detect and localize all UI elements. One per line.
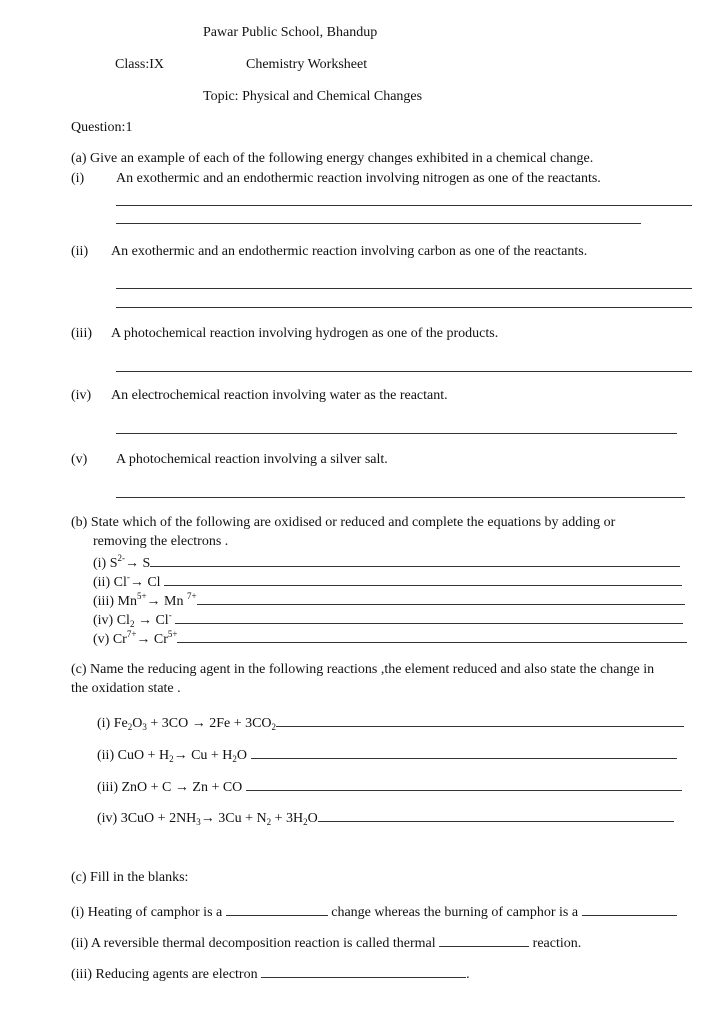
- reaction-row: (iv) $3CuO + 2NH_3\to 3Cu + N_2 + 3H_2O$: [97, 808, 674, 827]
- part-b-intro: removing the electrons .: [93, 534, 229, 549]
- equation-row: (iii) $Mn^{5+}\to Mn$ $^{7+}$: [93, 591, 695, 610]
- equation-row: (i) $S^{2-}\to S$: [93, 553, 687, 572]
- answer-blank[interactable]: [318, 808, 674, 822]
- answer-blank[interactable]: [261, 964, 466, 978]
- answer-blank[interactable]: [197, 591, 685, 605]
- fill-heading: (c) Fill in the blanks:: [71, 870, 189, 885]
- item-text: An exothermic and an endothermic reaction involving carbon as one of the reactants.: [111, 244, 588, 259]
- fill-row: (ii) A reversible thermal decomposition reaction is called thermal reaction.: [71, 933, 581, 952]
- answer-blank[interactable]: [251, 745, 677, 759]
- equation-row: (ii) Cl-→ Cl: [93, 572, 687, 591]
- answer-line[interactable]: [116, 223, 641, 224]
- item-number: (ii): [71, 244, 89, 259]
- answer-line[interactable]: [116, 497, 685, 498]
- equation-row: (v) $Cr^{7+}\to Cr^{5+}$: [93, 629, 695, 648]
- item-number: (v): [71, 452, 88, 467]
- answer-line[interactable]: [116, 288, 692, 289]
- answer-line[interactable]: [116, 205, 692, 206]
- equation-row: (iv) $Cl_2 \to Cl^-$: [93, 610, 691, 629]
- answer-line[interactable]: [116, 433, 677, 434]
- item-number: (i): [71, 171, 85, 186]
- part-c-intro: the oxidation state .: [71, 681, 181, 696]
- item-text: A photochemical reaction involving hydrogen as one of the products.: [111, 326, 499, 341]
- reaction-row: (ii) CuO + $H_2\to Cu + H_2O$: [97, 745, 677, 764]
- item-number: (iii): [71, 326, 92, 341]
- item-text: An exothermic and an endothermic reaction involving nitrogen as one of the reactants.: [116, 171, 601, 186]
- school-name: Pawar Public School, Bhandup: [203, 25, 378, 40]
- question-label: Question:1: [71, 120, 133, 135]
- answer-blank[interactable]: [439, 933, 529, 947]
- part-a-intro: (a) Give an example of each of the following energy changes exhibited in a chemical change.: [71, 151, 594, 166]
- fill-row: (iii) Reducing agents are electron .: [71, 964, 470, 983]
- subject-title: Chemistry Worksheet: [246, 57, 368, 72]
- answer-line[interactable]: [116, 307, 692, 308]
- reaction-row: (iii) ZnO + C → Zn + CO: [97, 777, 682, 796]
- answer-line[interactable]: [116, 371, 692, 372]
- answer-blank[interactable]: [150, 553, 680, 567]
- item-number: (iv): [71, 388, 92, 403]
- answer-blank[interactable]: [226, 902, 328, 916]
- answer-blank[interactable]: [582, 902, 677, 916]
- answer-blank[interactable]: [175, 610, 683, 624]
- fill-row: (i) Heating of camphor is a change whereas the burning of camphor is a: [71, 902, 677, 921]
- answer-blank[interactable]: [164, 572, 682, 586]
- answer-blank[interactable]: [276, 713, 684, 727]
- item-text: An electrochemical reaction involving water as the reactant.: [111, 388, 448, 403]
- answer-blank[interactable]: [177, 629, 687, 643]
- reaction-row: (i) $Fe_2O_3 + 3CO \to 2Fe + 3CO_2$: [97, 713, 684, 732]
- topic-title: Topic: Physical and Chemical Changes: [203, 89, 423, 104]
- part-c-intro: (c) Name the reducing agent in the following reactions ,the element reduced and also state the change in: [71, 662, 655, 677]
- item-text: A photochemical reaction involving a silver salt.: [116, 452, 388, 467]
- answer-blank[interactable]: [246, 777, 682, 791]
- class-label: Class:IX: [115, 57, 164, 72]
- part-b-intro: (b) State which of the following are oxidised or reduced and complete the equations by adding or: [71, 515, 616, 530]
